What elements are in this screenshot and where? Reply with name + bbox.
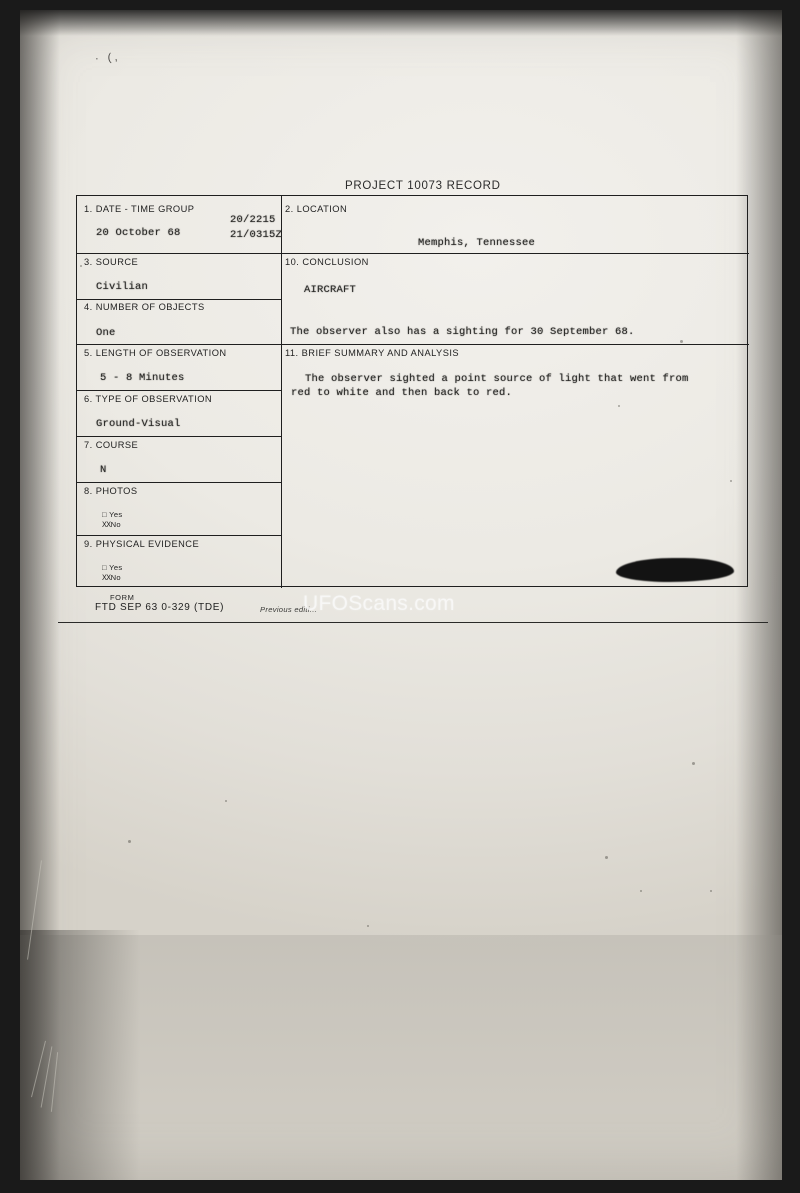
corner-ink-marks: · (, xyxy=(94,51,121,65)
film-scratch xyxy=(27,860,42,959)
field-11-label: 11. BRIEF SUMMARY AND ANALYSIS xyxy=(285,348,460,358)
field-4-label: 4. NUMBER OF OBJECTS xyxy=(84,302,205,312)
form-row-divider xyxy=(77,482,281,483)
photo-edge-shadow-bottom-left xyxy=(20,930,140,1180)
photo-edge-shadow-left xyxy=(20,10,60,1180)
field-8-option-no[interactable]: XXNo xyxy=(102,520,121,530)
photo-edge-shadow-right xyxy=(736,10,782,1180)
checkbox-checked-icon: XX xyxy=(102,574,111,583)
document-page xyxy=(20,10,782,1180)
form-row-divider xyxy=(77,299,281,300)
field-7-value: N xyxy=(100,464,107,476)
form-row-divider xyxy=(77,535,281,536)
film-speckle xyxy=(128,840,131,843)
checkbox-empty-icon: □ xyxy=(102,510,107,519)
film-speckle xyxy=(225,800,227,802)
page-footer-rule xyxy=(58,622,768,623)
field-1-value-zulu-line1: 20/2215 xyxy=(230,214,276,226)
photo-edge-shadow-top xyxy=(20,10,782,36)
field-1-value-zulu-line2: 21/0315Z xyxy=(230,229,283,241)
field-9-option-no[interactable]: XXNo xyxy=(102,573,121,583)
form-row-divider xyxy=(281,253,749,254)
form-row-divider xyxy=(77,253,281,254)
field-7-label: 7. COURSE xyxy=(84,440,139,450)
redaction-blob xyxy=(616,558,734,582)
field-3-label: 3. SOURCE xyxy=(84,257,139,267)
field-9-label: 9. PHYSICAL EVIDENCE xyxy=(84,539,200,549)
field-2-label: 2. LOCATION xyxy=(285,204,348,214)
field-10-value: AIRCRAFT xyxy=(304,284,357,296)
field-3-value: Civilian xyxy=(96,281,149,293)
form-row-divider xyxy=(77,436,281,437)
page-title: PROJECT 10073 RECORD xyxy=(345,180,501,192)
form-row-divider xyxy=(77,390,281,391)
watermark: UFOScans.com xyxy=(303,592,455,615)
field-11-value-line1: The observer sighted a point source of light that went from xyxy=(305,373,689,385)
film-speckle xyxy=(605,856,608,859)
field-11-value-line2: red to white and then back to red. xyxy=(291,387,513,399)
film-speckle xyxy=(710,890,712,892)
field-8-option-yes[interactable]: □ Yes xyxy=(102,510,123,519)
field-2-value: Memphis, Tennessee xyxy=(418,237,536,249)
field-6-label: 6. TYPE OF OBSERVATION xyxy=(84,394,213,404)
form-word-label: FORM xyxy=(110,593,135,602)
film-speckle xyxy=(640,890,642,892)
film-speckle xyxy=(367,925,369,927)
form-column-divider xyxy=(281,196,282,588)
film-scratch xyxy=(41,1046,53,1107)
field-1-label: 1. DATE - TIME GROUP xyxy=(84,204,195,214)
field-10-label: 10. CONCLUSION xyxy=(285,257,369,267)
field-6-value: Ground-Visual xyxy=(96,418,181,430)
field-8-label: 8. PHOTOS xyxy=(84,486,138,496)
field-4-value: One xyxy=(96,327,116,339)
field-1-value-local: 20 October 68 xyxy=(96,227,181,239)
form-number-label: FTD SEP 63 0-329 (TDE) xyxy=(95,602,225,613)
previous-editions-note: Previous editi... xyxy=(260,605,318,614)
checkbox-empty-icon: □ xyxy=(102,563,107,572)
film-speckle xyxy=(692,762,695,765)
form-row-divider xyxy=(77,344,281,345)
checkbox-checked-icon: XX xyxy=(102,521,111,530)
field-10-note: The observer also has a sighting for 30 September 68. xyxy=(290,326,635,338)
field-5-value: 5 - 8 Minutes xyxy=(100,372,185,384)
field-5-label: 5. LENGTH OF OBSERVATION xyxy=(84,348,227,358)
film-scratch xyxy=(31,1041,46,1098)
film-scratch xyxy=(51,1052,58,1112)
photo-lower-band xyxy=(20,935,782,1180)
field-9-option-yes[interactable]: □ Yes xyxy=(102,563,123,572)
form-row-divider xyxy=(281,344,749,345)
